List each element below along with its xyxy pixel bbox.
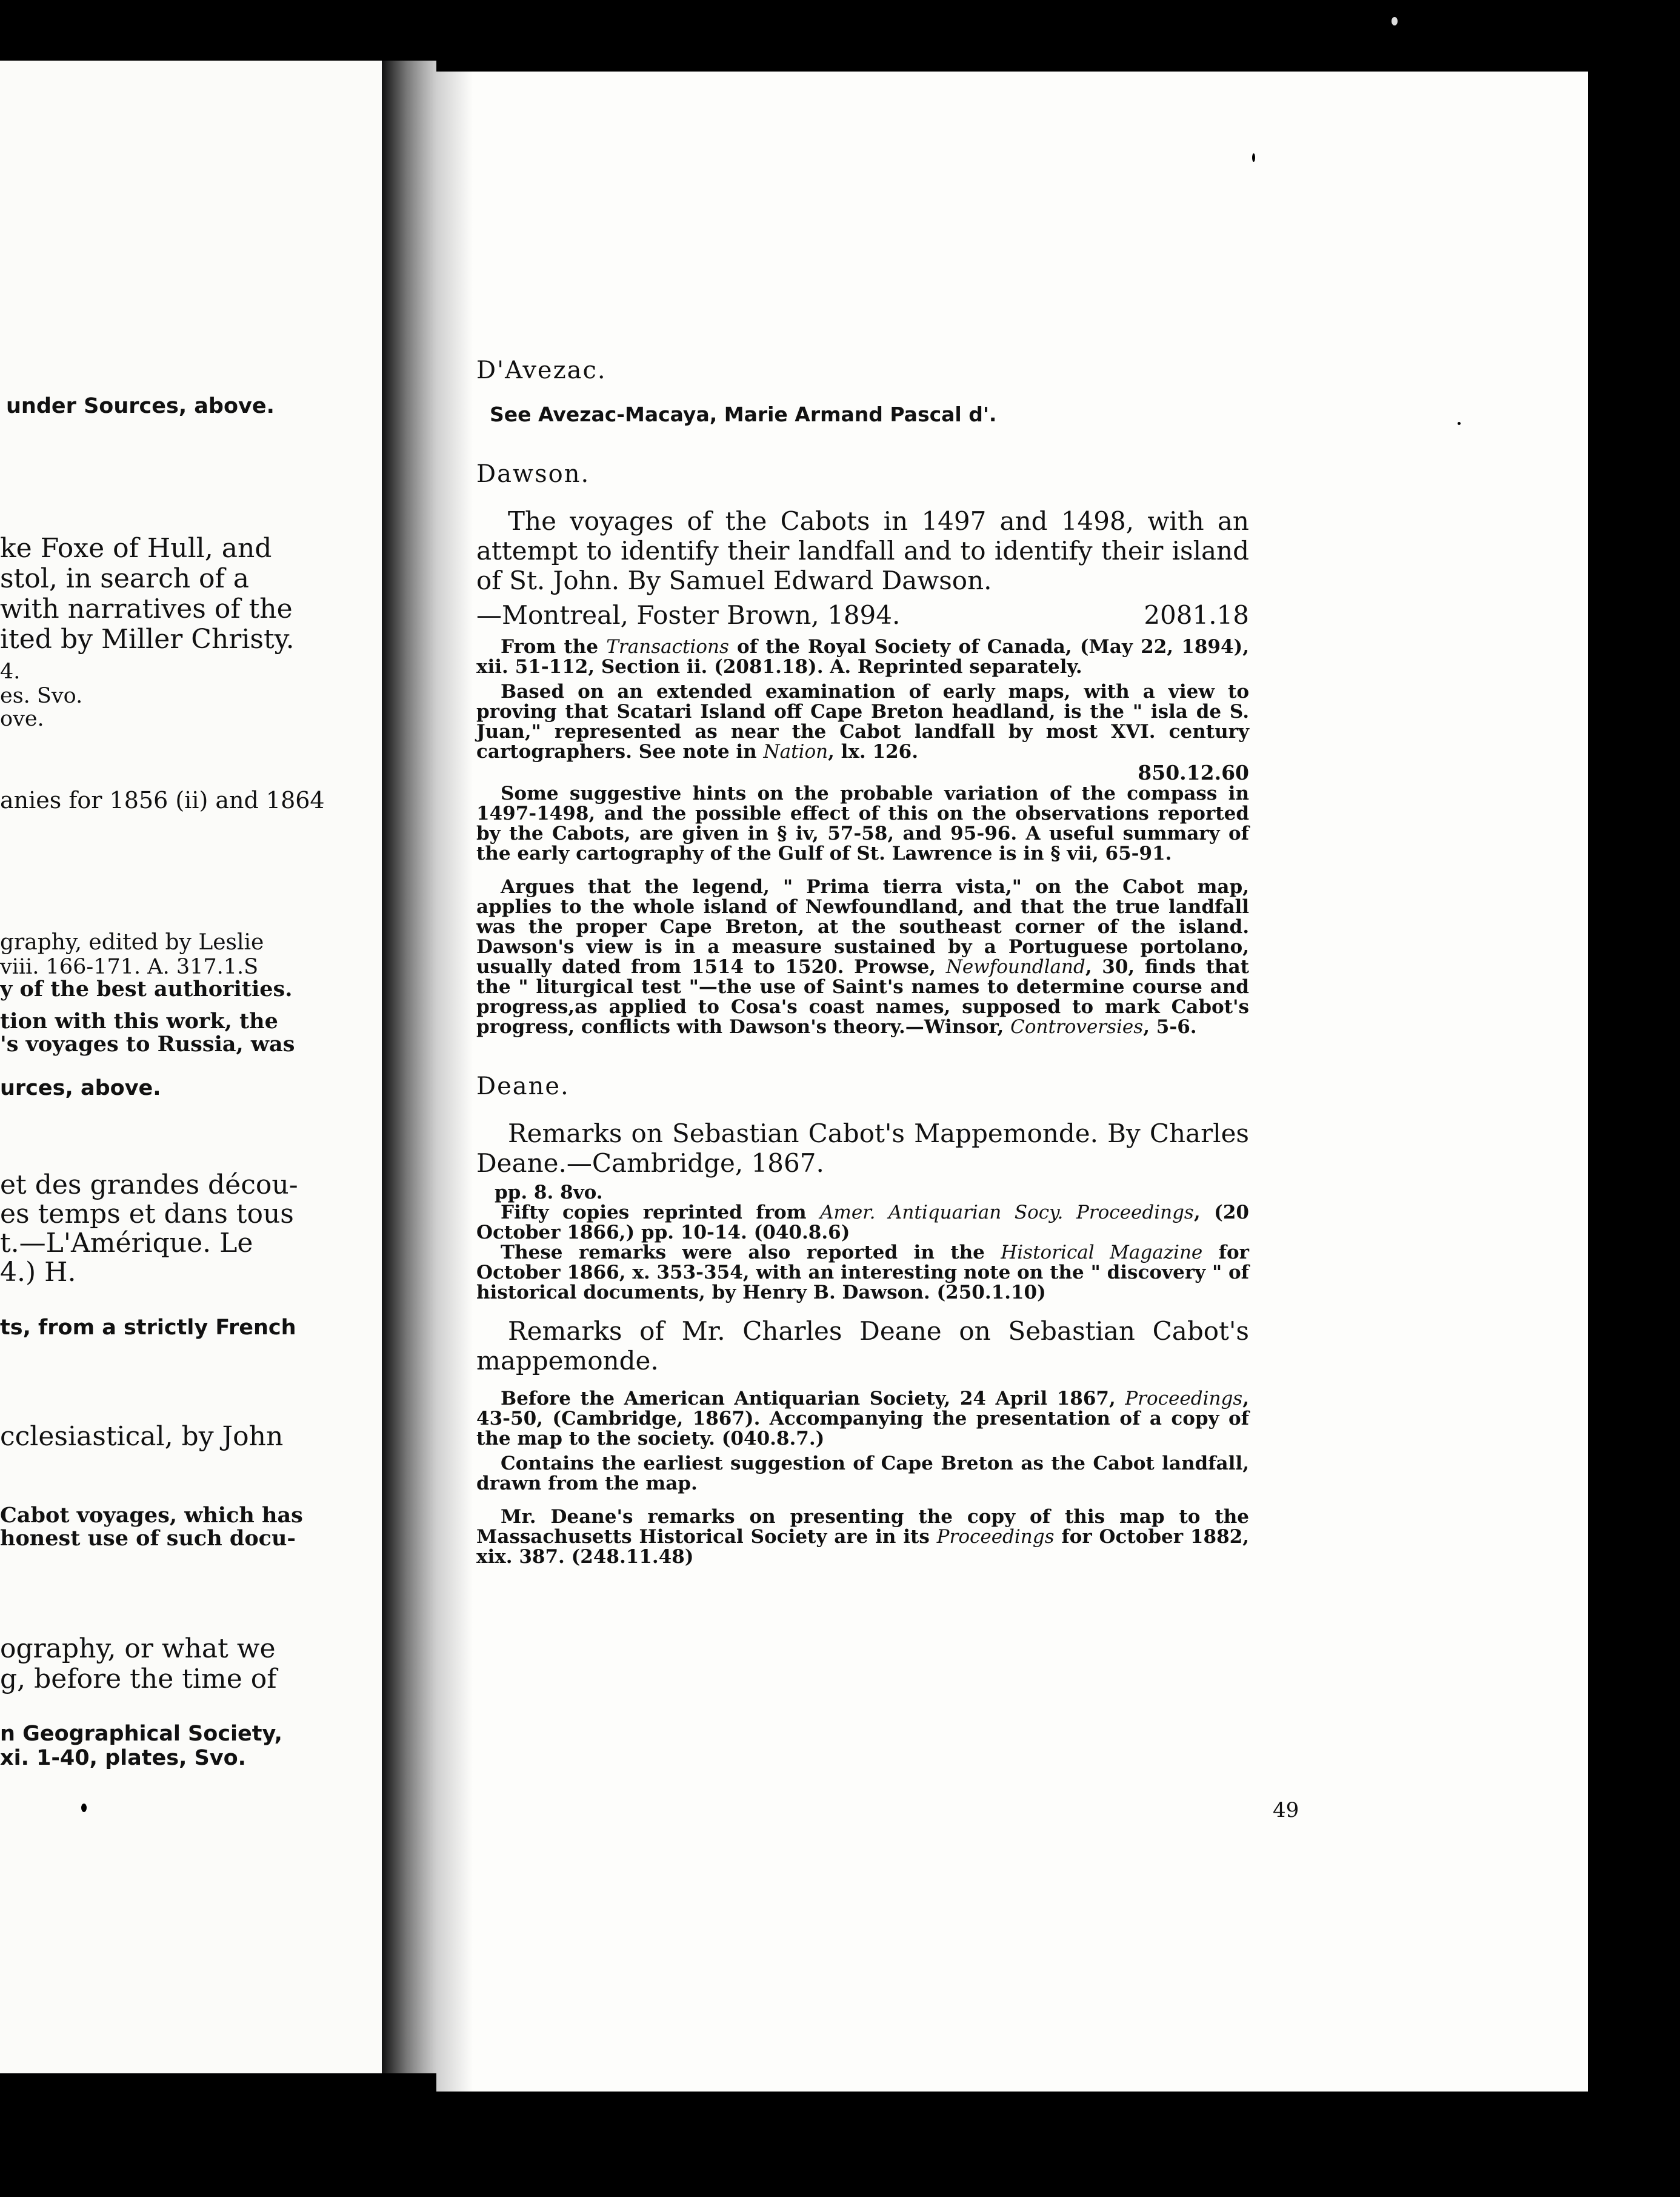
left-line: tion with this work, the [0,1009,278,1034]
note-italic: Proceedings [936,1526,1055,1548]
note-text: , 5-6. [1143,1016,1197,1038]
cross-reference: See Avezac-Macaya, Marie Armand Pascal d'. [490,403,997,426]
note-text: Mr. Deane's remarks on presenting the copy of this map to the Massachusetts Historical Society are in its [476,1506,1249,1548]
section-heading-deane: Deane. [476,1072,570,1100]
page-number: 49 [1273,1798,1299,1822]
section-heading-davezac: D'Avezac. [476,356,607,384]
note-italic: Transactions [606,636,729,658]
note-italic: Newfoundland [945,956,1085,978]
note-text: Before the American Antiquarian Society, 24 April 1867, [501,1388,1125,1409]
left-line: y of the best authorities. [0,977,293,1002]
note-text: , lx. 126. [828,741,919,763]
note-italic: Historical Magazine [1001,1242,1203,1263]
left-line: n Geographical Society, [0,1722,282,1746]
entry-note [476,682,1249,762]
left-line: et des grandes décou- [0,1169,298,1200]
note-text: of the Royal Society of Canada, (May 22, 1894), xii. 51-112, Section ii. (2081.18). A. Reprinted separately. [476,636,1249,678]
left-line: honest use of such docu- [0,1526,296,1551]
left-line: ts, from a strictly French [0,1316,296,1340]
page-content [476,356,1249,1572]
note-text: These remarks were also reported in the [501,1242,1001,1263]
left-line: viii. 166-171. A. 317.1.S [0,955,259,979]
left-line: cclesiastical, by John [0,1421,284,1452]
ink-speck [1458,422,1461,425]
scan-speck [1392,17,1398,25]
section-heading-dawson: Dawson. [476,460,590,488]
entry-note [476,637,1249,677]
call-number: 850.12.60 [1138,761,1249,784]
left-line: under Sources, above. [6,394,275,418]
left-line: ove. [0,707,44,731]
entry-note [476,1243,1249,1303]
note-text: , (20 October 1866,) pp. 10-14. (040.8.6) [476,1202,1249,1243]
entry-note: Contains the earliest suggestion of Cape Breton as the Cabot landfall, drawn from the map. [476,1453,1249,1494]
call-number: 2081.18 [1144,600,1249,630]
left-line: stol, in search of a [0,563,250,594]
left-line: 4.) H. [0,1257,76,1288]
left-line: t.—L'Amérique. Le [0,1228,253,1259]
note-text: , 43-50, (Cambridge, 1867). Accompanying the presentation of a copy of the map to the society. (040.8.7.) [476,1388,1249,1450]
note-text: From the [501,636,607,658]
ink-speck [1252,153,1255,162]
entry-collation: pp. 8. 8vo. [495,1182,603,1203]
left-line: ography, or what we [0,1633,276,1664]
left-line: Cabot voyages, which has [0,1503,303,1528]
note-text: for October 1882, xix. 387. (248.11.48) [476,1526,1249,1568]
right-page [436,72,1588,2092]
note-italic: Proceedings [1125,1388,1243,1409]
ink-speck [81,1804,87,1812]
note-italic: Controversies [1010,1016,1144,1038]
note-text: , 30, finds that the " liturgical test "—the use of Saint's names to determine course and progress,as applied to Cosa's coast names, supposed to mark Cabot's progress, conflicts with Dawson's theory.—Winsor, [476,956,1249,1038]
entry-imprint-row [476,600,1249,630]
left-line: 4. [0,660,21,684]
left-line: anies for 1856 (ii) and 1864 [0,787,325,814]
note-text: Argues that the legend, " Prima tierra vista," on the Cabot map, applies to the whole island of Newfoundland, and that the true landfall was the proper Cape Breton, at the southeast corner of the island. Dawson's view is in a measure sustained by a Portuguese portolano, usually dated from 1514 to 1520. Prowse, [476,876,1249,978]
left-line: 's voyages to Russia, was [0,1032,295,1057]
note-text: Fifty copies reprinted from [501,1202,821,1223]
note-italic: Amer. Antiquarian Socy. Proceedings [820,1202,1194,1223]
note-text: Based on an extended examination of early maps, with a view to proving that Scatari Island off Cape Breton headland, is the " isla de S. Juan," represented as near the Cabot landfall by most XVI. century cartographers. See note in [476,681,1249,763]
entry-title: Remarks of Mr. Charles Deane on Sebastian Cabot's mappemonde. [476,1316,1249,1376]
page-shadow [436,72,473,2092]
left-line: urces, above. [0,1076,161,1100]
left-line: ited by Miller Christy. [0,624,295,655]
book-gutter [382,61,436,2073]
entry-note: Some suggestive hints on the probable variation of the compass in 1497-1498, and the possible effect of this on the observations reported by the Cabots, are given in § iv, 57-58, and 95-96. A useful summary of the early cartography of the Gulf of St. Lawrence is in § vii, 65-91. [476,783,1249,864]
left-line: ke Foxe of Hull, and [0,533,272,564]
entry-note [476,877,1249,1037]
left-page [0,61,382,2073]
entry-note [476,1507,1249,1567]
entry-note [476,1203,1249,1243]
left-line: es. Svo. [0,684,83,708]
entry-note [476,1389,1249,1449]
entry-imprint: —Montreal, Foster Brown, 1894. [476,600,901,630]
left-line: graphy, edited by Leslie [0,930,264,955]
left-line: g, before the time of [0,1664,277,1694]
left-line: xi. 1-40, plates, Svo. [0,1746,246,1770]
left-line: with narratives of the [0,594,293,624]
note-text: for October 1866, x. 353-354, with an interesting note on the " discovery " of historical documents, by Henry B. Dawson. (250.1.10) [476,1242,1249,1303]
entry-title: Remarks on Sebastian Cabot's Mappemonde. By Charles Deane.—Cambridge, 1867. [476,1119,1249,1178]
left-line: es temps et dans tous [0,1199,294,1229]
note-italic: Nation [763,741,828,763]
entry-title: The voyages of the Cabots in 1497 and 1498, with an attempt to identify their landfall and to identify their island of St. John. By Samuel Edward Dawson. [476,506,1249,595]
